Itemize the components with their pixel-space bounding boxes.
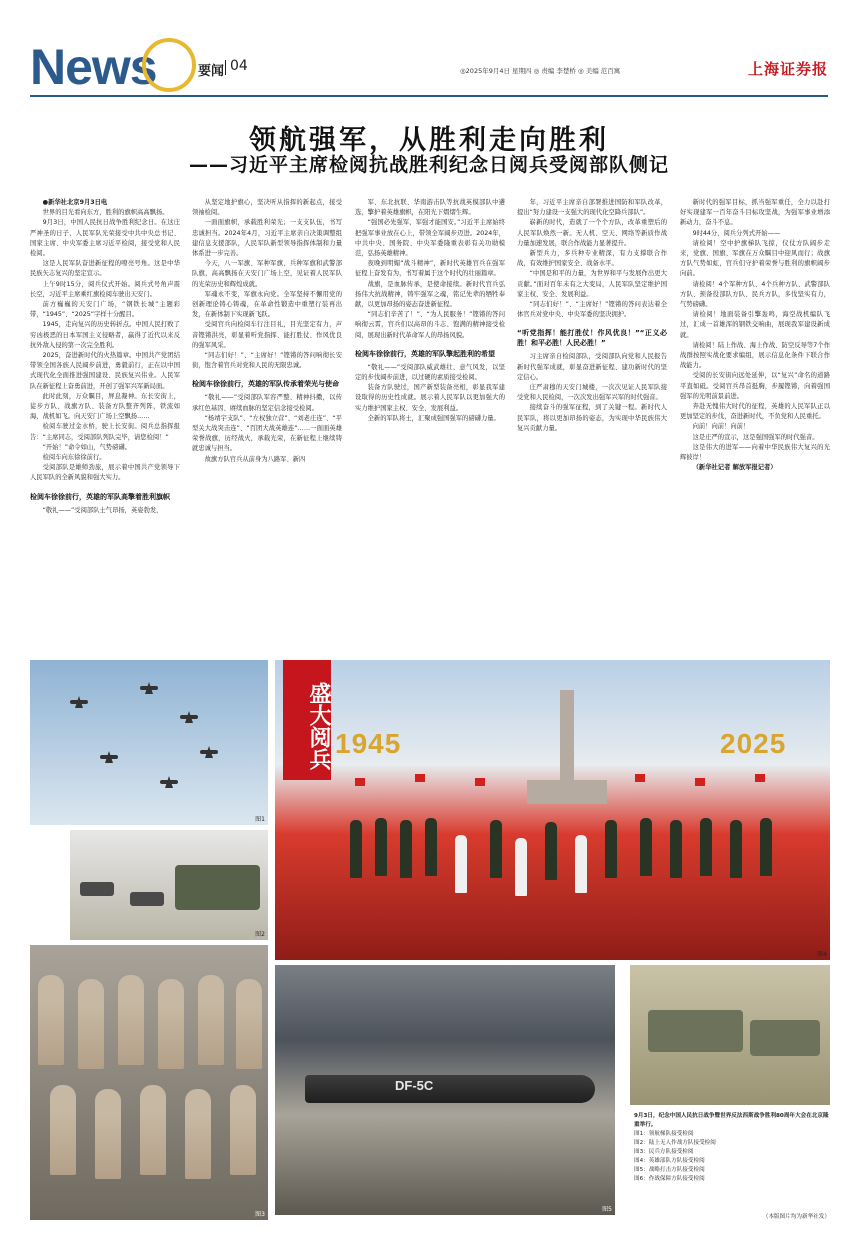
paragraph: 夜晚到明媚“战斗精神”，新时代英雄官兵在强军征程上奋发有为，书写着属于这个时代的壮丽篇章。 — [355, 260, 505, 278]
paragraph: 习主席亲自检阅部队，受阅部队向党和人民报告新时代强军成就，彰显奋进新征程、建功新时代的坚定信心。 — [517, 353, 667, 381]
paragraph: 全新的军队将士，汇聚成强国强军的磅礴力量。 — [367, 414, 500, 422]
paragraph: 一面面旗帜，承载胜利荣光；一支支队伍，书写忠诚担当。2024年4月，习近平主席亲自决策调整组建信息支援部队，人民军队新型领导指挥体制和力量体系进一步完善。 — [192, 219, 342, 258]
paragraph: “中国是和平的力量，为世界和平与发展作出更大贡献。”面对百年未有之大变局，人民军队坚定维护国家主权、安全、发展利益。 — [517, 270, 667, 298]
marcher-icon — [605, 820, 617, 878]
paragraph: 从坚定地护旗心，坚决听从指挥的新起点，接受领袖检阅。 — [192, 199, 342, 217]
photo-label: 图5 — [602, 1206, 612, 1213]
paragraph: 年，习近平主席亲自部署推进国防和军队改革，提出“努力建设一支强大的现代化空降兵部队”。 — [517, 199, 667, 217]
soldier-icon — [95, 1089, 121, 1179]
paragraph: 新时代的强军目标，抓当强军重任，全力以赴打好实现建军一百年奋斗目标攻坚战，为强军事业增添新动力，奋斗不息。 — [680, 199, 830, 227]
paragraph: “同志们好！”、“主席好！”铿锵的答问响彻长安街，饱含着官兵对党和人民的无限忠诚。 — [192, 352, 342, 370]
paragraph: 1945，走向复兴的历史转折点。中国人民打败了穷凶极恶的日本军国主义侵略者，赢得了近代以来反抗外敌入侵的第一次完全胜利。 — [30, 321, 180, 349]
paragraph: 请检阅！4个军种方队、4个兵种方队、武警部队方队、预备役部队方队、民兵方队，多伐坚实有力，气势磅礴。 — [680, 280, 830, 309]
section-title: 盛大阅兵 — [283, 660, 331, 780]
column-1 — [30, 198, 180, 653]
marcher-icon — [455, 835, 467, 893]
paragraph: “同志们辛苦了！”、“为人民服务！”铿锵的答问响彻云霄，官兵们以高昂的斗志、饱满的精神接受检阅，展现出新时代革命军人的昂扬风貌。 — [355, 311, 505, 339]
photo-tanks — [630, 965, 830, 1105]
paragraph: “敬礼——”受阅部队士气昂扬，英姿勃发， — [42, 506, 163, 514]
soldier-icon — [50, 1085, 76, 1175]
paragraph: 这是庄严的宣示，这是强国强军的时代强音。 — [692, 433, 819, 441]
jet-icon — [180, 715, 198, 719]
paragraph: 故旗方队官兵从前身为八路军、新四 — [204, 455, 306, 463]
paragraph: 新型兵力，多兵种专业精深，有力支撑联合作战，有效维护国家安全、战备水平。 — [517, 250, 667, 268]
soldier-icon — [118, 975, 144, 1065]
jet-icon — [140, 686, 158, 690]
section-heading: 检阅车徐徐前行，英雄的军队擎起胜利的希望 — [355, 349, 495, 358]
paragraph: 检阅车向东徐徐前行。 — [42, 454, 106, 462]
photo-label: 图2 — [255, 931, 265, 938]
photo-militia-formation — [30, 945, 268, 1220]
soldier-icon — [230, 1085, 256, 1175]
section-name: 要闻 — [198, 64, 225, 79]
paragraph: 军、东北抗联、华南游击队等抗战英模部队中遴选，擎护着英雄旗帜，在阳光下熠熠生辉。 — [355, 199, 505, 217]
jet-icon — [160, 780, 178, 784]
paragraph: 这是人民军队奋进新征程的嘹亮号角。这是中华民族矢志复兴的坚定宣示。 — [30, 260, 180, 278]
paragraph: 世界的目光看向东方，胜利的旗帜高高飘扬。 — [42, 209, 169, 217]
monument-base-icon — [527, 780, 607, 804]
paragraph: “敬礼——”受阅部队威武雄壮、意气风发，以坚定的步伐阔步前进，以过硬的素质接受检阅。 — [355, 363, 505, 382]
marcher-icon — [575, 835, 587, 893]
photo-unmanned-vehicles — [70, 830, 268, 940]
year-2025: 2025 — [720, 728, 787, 759]
paragraph: 军魂永不变，军旗永向党。全军坚持不懈用党的创新理论铸心铸魂，在革命性锻造中重塑行装再出发，在新体制下实现新飞跃。 — [192, 290, 342, 319]
missile-label: DF-5C — [395, 1078, 434, 1093]
article-body — [30, 198, 830, 653]
marcher-icon — [730, 820, 742, 878]
paragraph: 请检阅！陆上作战、海上作战、防空反导等7个作战群按照实战化要求编组，展示信息化条件下联合作战能力。 — [680, 341, 830, 370]
issue-meta: ◎2025年9月4日 星期四 ◎ 责编 李楚桥 ◎ 美编 范百寓 — [460, 67, 621, 75]
caption-item: 图5：战略打击方队接受检阅 — [634, 1167, 705, 1173]
photo-label: 图1 — [255, 816, 265, 823]
photo-credit: （本版图片均为新华社发） — [762, 1214, 830, 1220]
photo-spread — [30, 660, 830, 1220]
dateline: ●新华社北京9月3日电 — [42, 199, 108, 206]
marcher-icon — [425, 818, 437, 876]
paragraph: 上午9时15分，阅兵仪式开始。阅兵式号角声震长空，习近平主席乘红旗检阅车驶出天安门。 — [30, 280, 180, 298]
jet-icon — [70, 700, 88, 704]
marcher-icon — [640, 818, 652, 876]
soldier-icon — [198, 975, 224, 1065]
marcher-icon — [515, 838, 527, 896]
paragraph: 前方巍巍的天安门广场，“钢铁长城”主题彩带，“1945”、“2025”字样十分醒目。 — [30, 301, 180, 319]
paragraph: 崭新的时代，造就了一个个方队，改革重塑后的人民军队焕然一新。无人机、空天、网络等新质作战力量加速发展，联合作战能力显著提升。 — [517, 219, 667, 247]
paragraph: “杨靖宇支队”、“左权独立营”、“刘老庄连”、“平型关大战突击连”、“百团大战英雄连”……一面面英雄荣誉战旗，历经战火，承载光荣，在新征程上继续铸就忠诚与担当。 — [192, 414, 342, 453]
jet-icon — [200, 750, 218, 754]
news-logo: News — [30, 39, 157, 95]
paper-name: 上海证券报 — [747, 60, 828, 78]
flag-icon — [635, 774, 645, 782]
paragraph: 检阅车驶过金水桥，驶上长安街。阅兵总指挥报告：“主席同志，受阅部队列队完毕，请您检阅！” — [30, 423, 180, 441]
section-heading: 检阅车徐徐前行，英雄的军队高擎着胜利旗帜 — [30, 492, 170, 501]
subheadline: ——习近平主席检阅抗战胜利纪念日阅兵受阅部队侧记 — [188, 154, 669, 176]
photo-label: 图3 — [255, 1211, 265, 1218]
marcher-icon — [700, 818, 712, 876]
paragraph: 请检阅！地面装备引擎轰鸣，海空战机编队飞过，汇成一首雄浑的钢铁交响曲，展现我军建设新成就。 — [680, 311, 830, 339]
marcher-icon — [375, 818, 387, 876]
byline: （新华社记者 解放军报记者） — [692, 464, 777, 472]
section-heading: 检阅车徐徐前行，英雄的军队传承着荣光与使命 — [192, 380, 339, 389]
year-1945: 1945 — [335, 728, 402, 759]
masthead-rule — [30, 95, 828, 97]
paragraph: “敬礼——”受阅部队军容严整、精神抖擞，以传承红色基因、赓续血脉的坚定信念接受检阅。 — [192, 394, 342, 412]
photo-label: 图4 — [817, 951, 827, 958]
paragraph: “同志们好！”、“主席好！”铿锵的答问表达着全体官兵对党中央、中央军委的坚决拥护。 — [517, 301, 667, 319]
paragraph: 受阅的长安街向远处延伸，以“复兴”命名的道路平直如砥。受阅官兵昂首挺胸，步履铿锵，向着强国强军的光明前景前进。 — [680, 372, 830, 400]
marcher-icon — [670, 820, 682, 878]
paragraph: 奔赴无愧伟大时代的征程，英雄的人民军队正以更加坚定的步伐，奋进新时代，不负党和人民重托。 — [680, 403, 830, 421]
jet-icon — [100, 755, 118, 759]
flag-icon — [695, 778, 705, 786]
paragraph: 受阅部队是雄师劲旅，展示着中国共产党领导下人民军队的全新风貌和强大实力。 — [30, 464, 180, 482]
caption-item: 图4：英雄部队方队接受检阅 — [634, 1158, 705, 1164]
caption-item: 图2：陆上无人作战方队接受检阅 — [634, 1140, 716, 1146]
caption-item: 图3：民兵方队接受检阅 — [634, 1149, 694, 1155]
marcher-icon — [350, 820, 362, 878]
marcher-icon — [400, 820, 412, 878]
paragraph: 请检阅！空中护旗梯队飞掠，仪仗方队阔步走来，党旗、国旗、军旗在万众瞩目中迎风而行；战旗方队气势如虹，官兵们守护着荣誉与胜利的旗帜阔步向前。 — [680, 239, 830, 278]
page-number: 04 — [230, 58, 248, 74]
column-3 — [355, 198, 505, 653]
masthead — [30, 38, 828, 100]
marcher-icon — [545, 822, 557, 880]
paragraph: 此时此刻，万众瞩目，屏息凝神。东长安街上，徒步方队、战旗方队、装备方队整齐列阵，铁流如海，战机如飞。向天安门广场上空飘扬…… — [30, 392, 180, 421]
paragraph: 2025，奋进新时代的火热篇章。中国共产党团结带领全国各族人民阔步前进，勇毅前行，正在以中国式现代化全面推进强国建设、民族复兴伟业。人民军队在新征程上奋勇前进，开创了强军兴军新局面。 — [30, 352, 180, 390]
flag-icon — [475, 778, 485, 786]
missile-icon — [305, 1075, 595, 1103]
soldier-icon — [38, 975, 64, 1065]
paragraph: 受阅官兵向检阅车行注目礼，目光坚定有力，声音铿锵洪亮，彰显着听党指挥、能打胜仗、作风优良的强军风采。 — [192, 321, 342, 349]
paragraph: 接续奋斗的强军征程，到了关键一程。新时代人民军队，将以更加昂扬的姿态，为实现中华民族伟大复兴贡献力量。 — [517, 404, 667, 432]
paragraph: 今天，八一军旗、军种军旗、兵种军旗和武警部队旗，高高飘扬在天安门广场上空，见证着人民军队的光荣历史和辉煌成就。 — [192, 260, 342, 288]
tank-icon — [750, 1020, 820, 1056]
paragraph: 庄严肃穆的天安门城楼，一次次见证人民军队接受党和人民检阅，一次次发出强军兴军的时代强音。 — [517, 384, 667, 402]
photo-captions — [634, 1112, 830, 1184]
flag-icon — [355, 778, 365, 786]
column-2 — [192, 198, 342, 653]
marcher-icon — [490, 820, 502, 878]
headline: 领航强军，从胜利走向胜利 — [249, 125, 609, 156]
paragraph: “强国必先强军，军强才能国安。”习近平主席始终把强军事业放在心上，带领全军阔步迈进。2024年，中共中央、国务院、中央军委隆重表彰有关功勋模范，弘扬英雄精神。 — [355, 219, 505, 258]
flag-icon — [415, 774, 425, 782]
caption-item: 图1：领航梯队接受检阅 — [634, 1131, 694, 1137]
soldier-icon — [185, 1089, 211, 1179]
armored-vehicle-icon — [175, 865, 260, 910]
column-5 — [680, 198, 830, 653]
soldier-icon — [158, 979, 184, 1069]
robot-dog-icon — [130, 892, 164, 906]
caption-lead: 9月3日，纪念中国人民抗日战争暨世界反法西斯战争胜利80周年大会在北京隆重举行。 — [634, 1113, 829, 1128]
paragraph: 9月3日，中国人民抗日战争胜利纪念日。在这庄严神圣的日子，人民军队光荣接受中共中央总书记、国家主席、中央军委主席习近平检阅，接受党和人民检阅。 — [30, 219, 180, 258]
photo-jets — [30, 660, 268, 825]
paragraph: 装备方队驶过，国产新型装备亮相，彰显我军建设取得的历史性成就。展示着人民军队以更加强大的实力维护国家主权、安全、发展利益。 — [355, 384, 505, 412]
paragraph: 9时44分，阅兵分列式开始—— — [692, 229, 781, 237]
paragraph: 这是伟大的进军——向着中华民族伟大复兴的光辉彼岸！ — [680, 443, 830, 462]
robot-dog-icon — [80, 882, 114, 896]
marcher-icon — [760, 818, 772, 876]
column-4 — [517, 198, 667, 653]
photo-missile — [275, 965, 615, 1215]
flag-icon — [755, 774, 765, 782]
caption-item: 图6：作战保障方队接受检阅 — [634, 1176, 705, 1182]
logo-ring-icon — [142, 38, 196, 92]
photo-main-parade — [275, 660, 830, 960]
soldier-icon — [236, 979, 262, 1069]
soldier-icon — [140, 1085, 166, 1175]
section-divider — [225, 60, 226, 75]
soldier-icon — [78, 979, 104, 1069]
section-heading: “听党指挥！能打胜仗！作风优良！”“正义必胜！和平必胜！人民必胜！” — [517, 329, 667, 348]
paragraph: 向前！向前！向前！ — [692, 423, 750, 431]
tank-icon — [648, 1010, 743, 1052]
paragraph: “开始！”命令如山，气势磅礴。 — [42, 443, 131, 451]
paragraph: 战旗，是血脉传承，是使命接续。新时代官兵弘扬伟大抗战精神，铸牢强军之魂，铭记先辈的牺牲奉献，以更加昂扬的姿态奋进新征程。 — [355, 280, 505, 309]
